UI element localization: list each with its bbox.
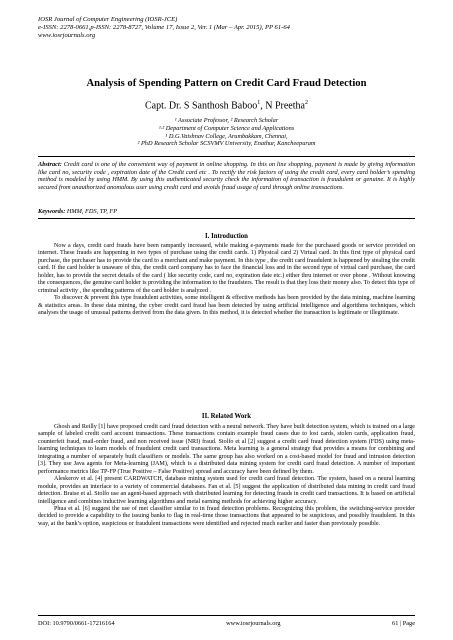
author-line — [30, 100, 423, 111]
keywords — [38, 208, 415, 216]
related-work-body — [38, 424, 415, 528]
author-2: N Preetha — [265, 100, 305, 112]
paper-title: Analysis of Spending Pattern on Credit Card Fraud Detection — [86, 78, 367, 89]
paragraph: Ghosh and Reilly [1] have proposed credit card fraud detection with a neural network. They have built detection system, which is trained on a large sample of labeled credit card account transactions. These transactions contain example fraud cases due to lost cards, stolen cards, application fraud, counterfeit fraud, mail-order fraud, and non received issue (NRI) fraud. Stolfo et al [2] suggest a credit card fraud detection system (FDS) using meta-learning techniques to learn models of fraudulent credit card transactions. Meta learning is a general strategy that provides a means for combining and integrating a number of separately built classifiers or models. The same group has also worked on a cost-based model for fraud and intrusion detection [3]. They use Java agents for Meta-learning (JAM), which is a distributed data mining system for credit card fraud detection. A number of important performance metrics like TP-FP (True Positive – False Positive) spread and accuracy have been defined by them. — [38, 424, 415, 475]
affiliation-line: ¹ Associate Professor, ² Research Scholar — [174, 117, 279, 124]
footer-website: www.iosrjournals.org — [226, 620, 281, 627]
keywords-text: HMM, FDS, TP, FP — [65, 208, 118, 215]
journal-name: IOSR Journal of Computer Engineering (IOSR-JCE) — [38, 16, 178, 23]
journal-issn: e-ISSN: 2278-0661,p-ISSN: 2278-8727, Volume 17, Issue 2, Ver. 1 (Mar – Apr. 2015), PP 61-64 — [38, 24, 290, 32]
paragraph: To discover & prevent this type fraudulent activities, some intelligent & effective methods has been provided by the data mining, machine learning & statistics areas. In these data mining, the cyber credit card fraud has been detected by using artificial intelligence and algorithms techniques, which analyses the usage of unusual patterns derived from the data given. In this method, it is detected whether the transaction is legitimate or illegitimate. — [38, 295, 415, 317]
top-rule — [38, 156, 415, 157]
author-1: Capt. Dr. S Santhosh Baboo — [145, 100, 258, 112]
affiliation-line: ¹ D.G.Vaishnav College, Arumbakkam, Chennai, — [165, 132, 288, 140]
paragraph: Aleskerov et al. [4] present CARDWATCH, database mining system used for credit card fraud detection. The system, based on a neural learning module, provides an interface to a variety of commercial databases. Fan et al. [5] suggest the application of distributed data mining in credit card fraud detection. Braise et al. Stolfo use an agent-based approach with distributed learning for detecting frauds in credit card transactions. It is based on artificial intelligence and combines inductive learning algorithms and metal earning methods for achieving higher accuracy. — [38, 476, 415, 505]
abstract-text: Credit card is one of the convenient way of payment in online shopping. In this on line shopping, payment is made by giving information like card no, security code , expiration date of the Credit card etc . To rectify the risk factors of using the credit card, every card holder’s spending method is modeled by using HMM. By using this authenticated security check the information of transaction is fraudulent or genuine. It is highly secured from unauthorized anomalous user using credit card and avoids fraud usage of card through online transactions. — [38, 161, 415, 191]
journal-website: www.iosrjournals.org — [38, 32, 96, 40]
affiliation-line: ² PhD Research Scholar SCSVMV University, Enathur, Kancheepuram — [137, 140, 316, 148]
author-separator: , — [260, 100, 266, 112]
introduction-body — [38, 243, 415, 318]
affiliation-line: ¹·² Department of Computer Science and Applications — [158, 124, 295, 132]
bottom-rule — [38, 218, 415, 219]
abstract-label: Abstract: — [38, 161, 62, 168]
author-1-mark: 1 — [257, 100, 261, 106]
page-footer — [38, 620, 415, 627]
section-heading-related-work: II. Related Work — [201, 413, 252, 420]
journal-header — [38, 16, 290, 41]
keywords-label: Keywords: — [38, 208, 66, 215]
footer-page-number: 61 | Page — [392, 620, 415, 627]
footer-rule — [38, 615, 415, 616]
paragraph: Now a days, credit card frauds have been rampantly increased, while making e-payments made for the purchased goods or service provided on internet. These frauds are happening in two types of purchase using the credit cards. 1) Physical card 2) Virtual card. In this first type of physical card purchase, the purchaser has to provide the card to a merchant and make payment. In this type , the credit card fraudulent is happened by stealing the credit card. If the card holder is unaware of this, the credit card company has to face the financial loss and in the second type of virtual card purchase, the card holder, has to provide the secret details of the card ( like security code, card no, expiration date etc.) either thru internet or over phone . Without knowing the consequences, the genuine card holder is providing the information to the fraudsters. The result is that they loss their money also. To detect this type of criminal activity , the spending patterns of the card holder is analyzed . — [38, 243, 415, 294]
footer-doi: DOI: 10.9790/0661-17216164 — [38, 620, 115, 627]
paragraph: Phua et al. [6] suggest the use of met classifier similar to in fraud detection problems. Recognizing this problem, the switching-service provider decided to provide a capability to the issuing banks to flag in real-time those transactions that appeared to be suspicious, and possibly fraudulent. In this way, at the bank’s option, suspicious or fraudulent transactions were identified and rejected much earlier and faster than previously possible. — [38, 505, 415, 527]
author-2-mark: 2 — [304, 100, 308, 106]
affiliations — [30, 117, 423, 148]
section-heading-introduction: I. Introduction — [205, 233, 248, 240]
abstract — [38, 161, 415, 191]
